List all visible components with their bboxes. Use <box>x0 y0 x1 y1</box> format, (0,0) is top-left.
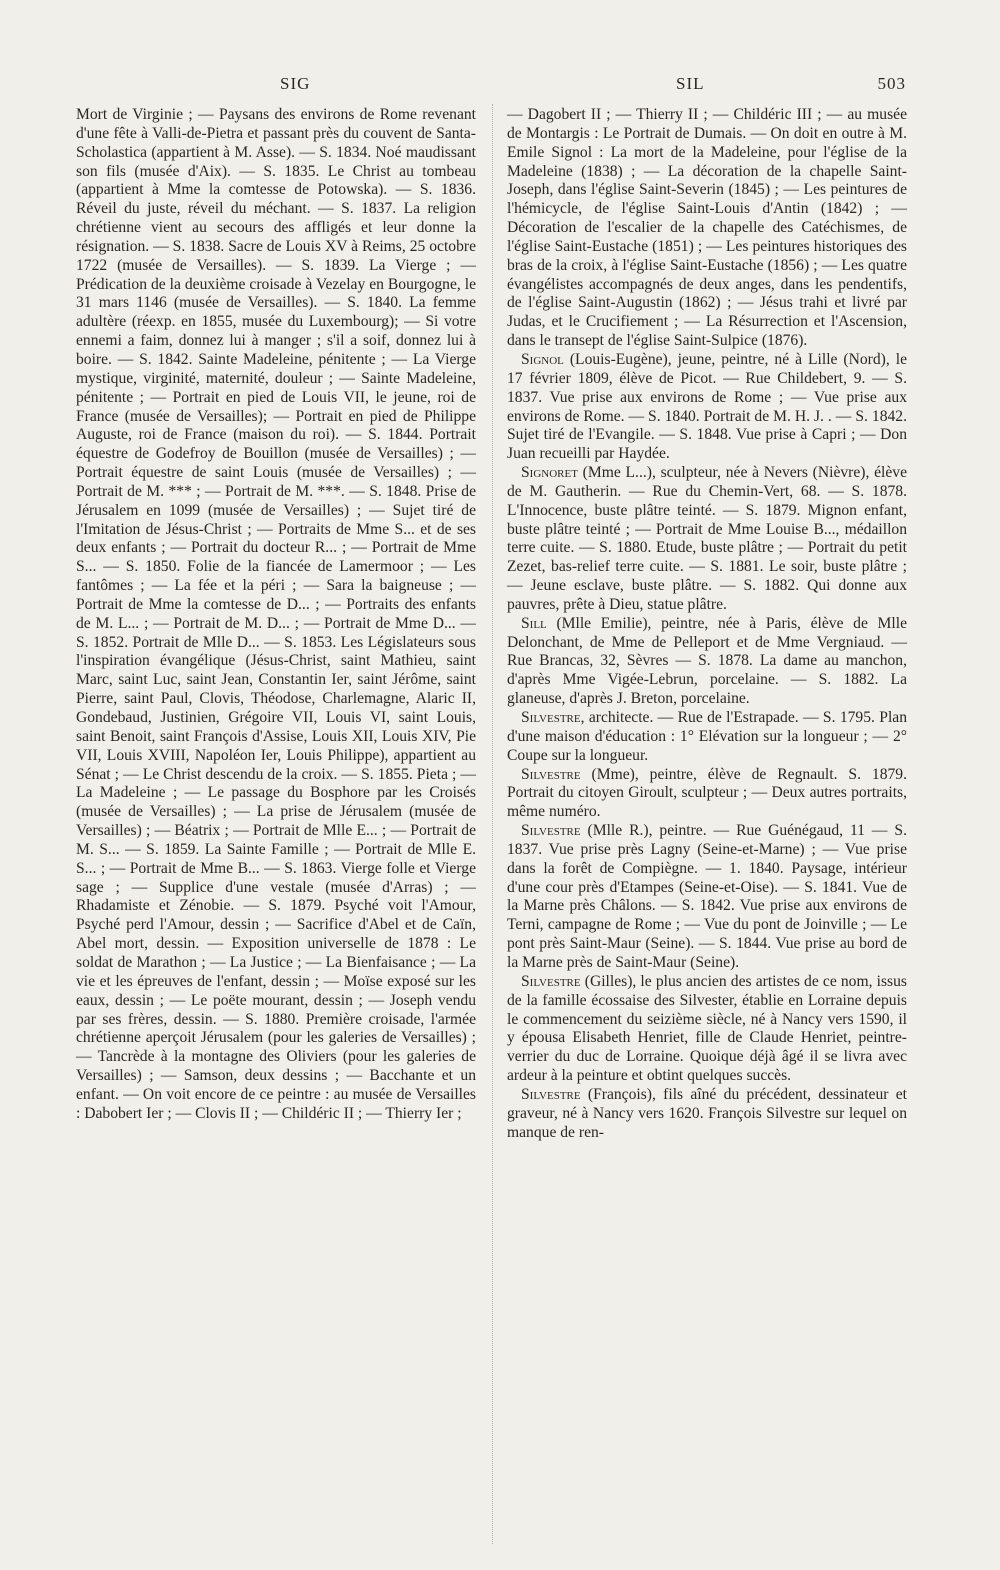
right-column <box>507 106 907 1142</box>
running-head-left: SIG <box>280 74 311 93</box>
running-head-right: SIL <box>676 74 705 93</box>
entry-continuation: Mort de Virginie ; — Paysans des environs de Rome revenant d'une fête à Valli-de-Pietra et passant près du couvent de Santa-Scholastica (appartient à M. Asse). — S. 1834. Noé maudissant son fils (musée d'Aix). — S. 1835. Le Christ au tombeau (appartient à Mme la comtesse de Potowska). — S. 1836. Réveil du juste, réveil du méchant. — S. 1837. La religion chrétienne vient au secours des affligés et leur donne la résignation. — S. 1838. Sacre de Louis XV à Reims, 25 octobre 1722 (musée de Versailles). — S. 1839. La Vierge ; — Prédication de la deuxième croisade à Vezelay en Bourgogne, le 31 mars 1146 (musée de Versailles). — S. 1840. La femme adultère (réexp. en 1855, musée du Luxembourg); — Si votre ennemi a faim, donnez lui à manger ; s'il a soif, donnez lui à boire. — S. 1842. Sainte Madeleine, pénitente ; — La Vierge mystique, virginité, maternité, douleur ; — Sainte Madeleine, pénitente ; — Portrait en pied de Louis VII, le jeune, roi de France (musée de Versailles); — Portrait en pied de Philippe Auguste, roi de France (maison du roi). — S. 1844. Portrait équestre de Godefroy de Bouillon (musée de Versailles) ; — Portrait équestre de saint Louis (musée de Versailles) ; — Portrait de M. *** ; — Portrait de M. ***. — S. 1848. Prise de Jérusalem en 1099 (musée de Versailles) ; — Sujet tiré de l'Imitation de Jésus-Christ ; — Portraits de Mme S... et de ses deux enfants ; — Portrait du docteur R... ; — Portrait de Mme S... — S. 1850. Folie de la fiancée de Lamermoor ; — Les fantômes ; — La fée et la péri ; — Sara la baigneuse ; — Portrait de Mme la comtesse de D... ; — Portraits des enfants de M. L... ; — Portrait de M. D... ; — Portrait de Mme D... — S. 1852. Portrait de Mlle D... — S. 1853. Les Législateurs sous l'inspiration évangélique (Jésus-Christ, saint Mathieu, saint Marc, saint Luc, saint Jean, Constantin Ier, saint Jérôme, saint Pierre, saint Paul, Clovis, Théodose, Charlemagne, Alaric II, Gondebaud, Justinien, Grégoire VII, Louis VI, saint Louis, saint Benoit, saint François d'Assise, Louis XII, Louis XIV, Pie VII, Louis XVIII, Napoléon Ier, Louis Philippe), appartient au Sénat ; — Le Christ descendu de la croix. — S. 1855. Pieta ; — La Madeleine ; — Le passage du Bosphore par les Croisés (musée de Versailles) ; — La prise de Jérusalem (musée de Versailles) ; — Béatrix ; — Portrait de Mlle E... ; — Portrait de M. S... — S. 1859. La Sainte Famille ; — Portrait de Mlle E. S... ; — Portrait de Mme B... — S. 1863. Vierge folle et Vierge sage ; — Supplice d'une vestale (musée d'Arras) ; — Rhadamiste et Zénobie. — S. 1879. Psyché voit l'Amour, Psyché perd l'Amour, dessin ; — Sacrifice d'Abel et de Caïn, Abel mort, dessin. — Exposition universelle de 1878 : Le soldat de Marathon ; — La Justice ; — La Bienfaisance ; — La vie et les épreuves de l'enfant, dessin ; — Moïse exposé sur les eaux, dessin ; — Le poëte mourant, dessin ; — Joseph vendu par ses frères, dessin. — S. 1880. Première croisade, l'armée chrétienne aperçoit Jérusalem (pour les galeries de Versailles) ; — Tancrède à la montagne des Oliviers (pour les galeries de Versailles) ; — Samson, deux dessins ; — Bacchante et un enfant. — On voit encore de ce peintre : au musée de Versailles : Dabobert Ier ; — Clovis II ; — Childéric II ; — Thierry Ier ; <box>76 106 476 1122</box>
entry-name: Sill <box>521 614 547 632</box>
entry-silvestre-architecte <box>507 709 907 766</box>
entry-silvestre-mlle <box>507 822 907 973</box>
entry-silvestre-gilles <box>507 973 907 1086</box>
page-number: 503 <box>877 74 906 93</box>
entry-name: Signoret <box>521 464 578 482</box>
entry-text: (Gilles), le plus ancien des artistes de ce nom, issus de la famille écossaise des Silvester, établie en Lorraine depuis le commencement du seizième siècle, né à Nancy vers 1590, il y épousa Elisabeth Henriet, fille de Claude Henriet, peintre-verrier du duc de Lorraine. Quoique déjà âgé il se livra avec ardeur à la peinture et obtint quelques succès. <box>507 972 907 1085</box>
entry-signoret <box>507 464 907 615</box>
entry-continuation <box>507 106 907 351</box>
entry-text: (Mme), peintre, élève de Regnault. S. 1879. Portrait du citoyen Giroult, sculpteur ; — Deux autres portraits, même numéro. <box>507 765 907 821</box>
entry-text: (Louis-Eugène), jeune, peintre, né à Lille (Nord), le 17 février 1809, élève de Picot. — Rue Childebert, 9. — S. 1837. Vue prise aux environs de Rome ; — Vue prise aux environs de Rome. — S. 1840. Portrait de M. H. J. . — S. 1842. Sujet tiré de l'Evangile. — S. 1848. Vue prise à Capri ; — Don Juan recueilli par Haydée. <box>507 350 907 463</box>
entry-text: — Dagobert II ; — Thierry II ; — Childéric III ; — au musée de Montargis : Le Portrait de Dumais. — On doit en outre à M. Emile Signol : La mort de la Madeleine, pour l'église de la Madeleine (1838) ; — La décoration de la chapelle Saint-Joseph, dans l'église Saint-Severin (1845) ; — Les peintures de l'hémicycle, de l'église Saint-Louis d'Antin (1842) ; — Décoration de l'escalier de la chapelle des Catéchismes, de l'église Saint-Eustache (1851) ; — Les peintures historiques des bras de la croix, à l'église Saint-Eustache (1856) ; — Les quatre évangélistes accompagnés de deux anges, dans les pendentifs, de l'église Saint-Augustin (1862) ; — Jésus trahi et livré par Judas, et le Crucifiement ; — La Résurrection et l'Ascension, dans le transept de l'église Saint-Sulpice (1876). <box>507 106 907 350</box>
entry-text: (Mlle Emilie), peintre, née à Paris, élève de Mlle Delonchant, de Mme de Pelleport et de Mme Vergniaud. — Rue Brancas, 32, Sèvres — S. 1878. La dame au manchon, d'après Mme Vigée-Lebrun, porcelaine. — S. 1882. La glaneuse, d'après J. Breton, porcelaine. <box>507 614 907 708</box>
entry-name: Silvestre <box>521 765 581 783</box>
entry-text: (Mlle R.), peintre. — Rue Guénégaud, 11 — S. 1837. Vue prise près Lagny (Seine-et-Marne) ; — Vue prise dans la forêt de Compiègne. — 1. 1840. Paysage, intérieur d'une cour près d'Etampes (Seine-et-Oise). — S. 1841. Vue de la Marne près Châlons. — S. 1842. Vue prise aux environs de Terni, campagne de Rome ; — Vue du pont de Joinville ; — Le pont près Saint-Maur (Seine). — S. 1844. Vue prise au bord de la Marne près de Saint-Maur (Seine). <box>507 822 907 971</box>
entry-text: , architecte. — Rue de l'Estrapade. — S. 1795. Plan d'une maison d'éducation : 1° Elévation sur la longueur ; — 2° Coupe sur la longueur. <box>507 709 907 764</box>
entry-name: Silvestre <box>521 1085 581 1103</box>
entry-sill <box>507 615 907 709</box>
entry-silvestre-mme <box>507 766 907 823</box>
entry-text: (Mme L...), sculpteur, née à Nevers (Nièvre), élève de M. Gautherin. — Rue du Chemin-Vert, 68. — S. 1878. L'Innocence, buste plâtre teinté. — S. 1879. Mignon enfant, buste plâtre teinté ; — Portrait de Mme Louise B..., médaillon terre cuite. — S. 1880. Etude, buste plâtre ; — Portrait du petit Zezet, bas-relief terre cuite. — S. 1881. Le soir, buste plâtre ; — Jeune esclave, buste plâtre. — S. 1882. Qui donne aux pauvres, prête à Dieu, statue plâtre. <box>507 464 907 613</box>
entry-name: Silvestre <box>521 709 581 726</box>
entry-silvestre-francois <box>507 1086 907 1143</box>
entry-signol <box>507 351 907 464</box>
entry-name: Signol <box>521 350 564 368</box>
entry-name: Silvestre <box>521 972 581 990</box>
entry-text: (François), fils aîné du précédent, dessinateur et graveur, né à Nancy vers 1620. François Silvestre sur lequel on manque de ren- <box>507 1085 907 1141</box>
left-column <box>76 106 476 1124</box>
entry-name: Silvestre <box>521 822 581 840</box>
column-divider <box>492 104 493 1544</box>
